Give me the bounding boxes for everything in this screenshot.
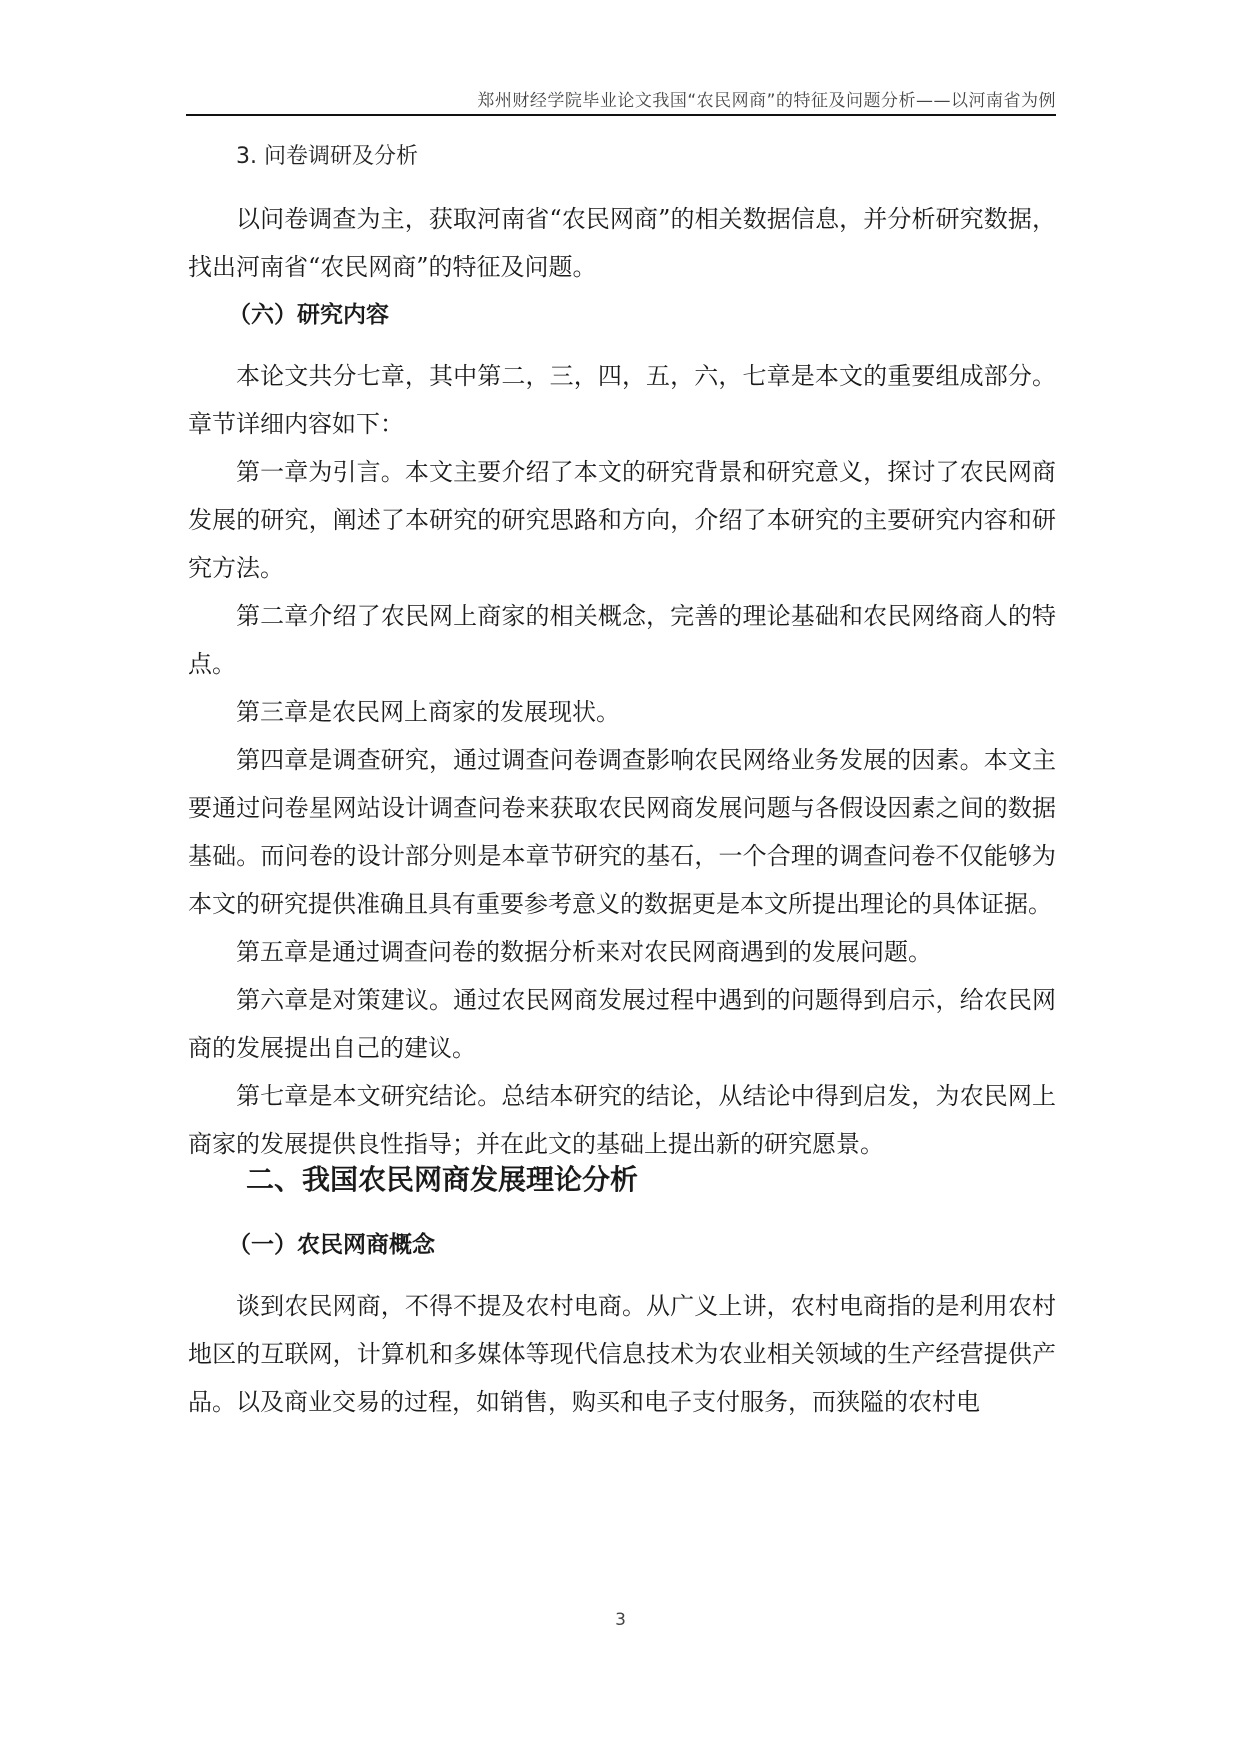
section-method [188, 140, 1056, 174]
running-header: 郑州财经学院毕业论文我国“农民网商”的特征及问题分析——以河南省为例 [477, 91, 1056, 111]
method-title: 3. 问卷调研及分析 [236, 144, 418, 169]
content-paragraph: 第二章介绍了农民网上商家的相关概念，完善的理论基础和农民网络商人的特点。 [188, 602, 1056, 678]
content-paragraph: 第三章是农民网上商家的发展现状。 [236, 698, 620, 726]
concept-paragraph-block [188, 1282, 1056, 1426]
header-rule [186, 114, 1056, 116]
content-paragraph: 第五章是通过调查问卷的数据分析来对农民网商遇到的发展问题。 [236, 938, 932, 966]
concept-subheading-block [188, 1228, 1056, 1262]
content-paragraph: 第四章是调查研究，通过调查问卷调查影响农民网络业务发展的因素。本文主要通过问卷星网站设计调查问卷来获取农民网商发展问题与各假设因素之间的数据基础。而问卷的设计部分则是本章节研究的基石，一个合理的调查问卷不仅能够为本文的研究提供准确且具有重要参考意义的数据更是本文所提出理论的具体证据。 [188, 746, 1056, 918]
research-content-body [188, 352, 1056, 1168]
chapter-two-heading-block [188, 1160, 1056, 1200]
research-content-heading: （六）研究内容 [228, 302, 389, 328]
page-number: 3 [615, 1610, 626, 1630]
content-paragraph: 第七章是本文研究结论。总结本研究的结论，从结论中得到启发，为农民网上商家的发展提供良性指导；并在此文的基础上提出新的研究愿景。 [188, 1082, 1056, 1158]
chapter-heading: 二、我国农民网商发展理论分析 [246, 1163, 639, 1196]
content-paragraph: 第一章为引言。本文主要介绍了本文的研究背景和研究意义，探讨了农民网商发展的研究，阐述了本研究的研究思路和方向，介绍了本研究的主要研究内容和研究方法。 [188, 458, 1056, 582]
research-content-heading-block [188, 298, 1056, 332]
concept-paragraph: 谈到农民网商，不得不提及农村电商。从广义上讲，农村电商指的是利用农村地区的互联网，计算机和多媒体等现代信息技术为农业相关领域的生产经营提供产品。以及商业交易的过程，如销售，购买和电子支付服务，而狭隘的农村电 [188, 1292, 1056, 1416]
content-paragraph: 本论文共分七章，其中第二，三，四，五，六，七章是本文的重要组成部分。章节详细内容如下： [188, 362, 1056, 438]
method-paragraph-block [188, 195, 1056, 291]
concept-subheading: （一）农民网商概念 [228, 1232, 435, 1258]
method-paragraph: 以问卷调查为主，获取河南省“农民网商”的相关数据信息，并分析研究数据，找出河南省“农民网商”的特征及问题。 [188, 205, 1056, 281]
content-paragraph: 第六章是对策建议。通过农民网商发展过程中遇到的问题得到启示，给农民网商的发展提出自己的建议。 [188, 986, 1056, 1062]
